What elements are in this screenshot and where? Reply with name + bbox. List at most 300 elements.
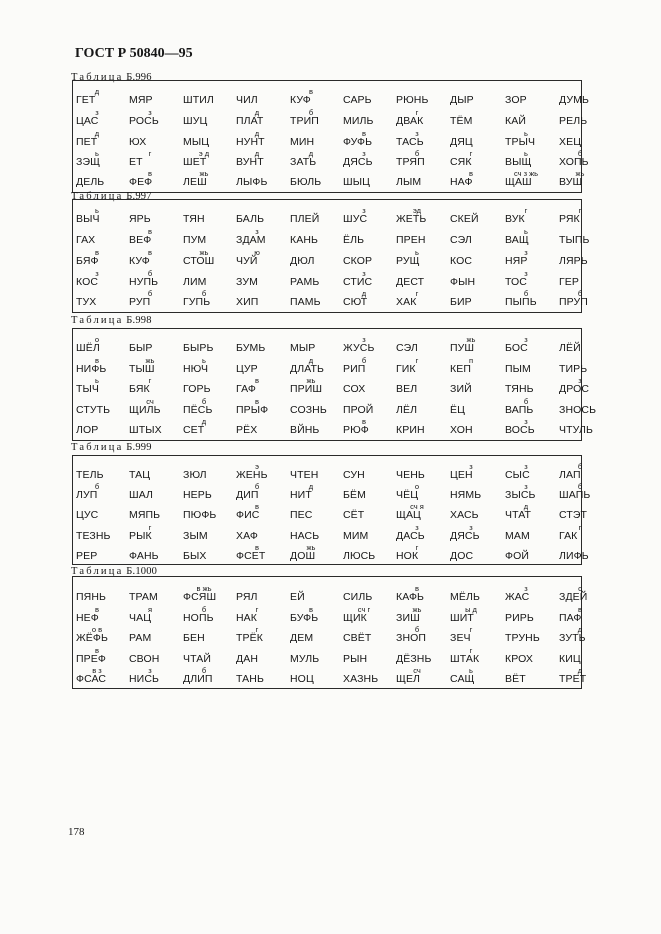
table-cell: [559, 169, 611, 189]
table-caption-number: Б.999: [123, 442, 152, 453]
syllable-word: СЭЛ: [396, 342, 418, 354]
syllable-word: РОСЬ: [129, 115, 159, 127]
syllable-word: МЫЦ: [183, 136, 210, 148]
table-caption-number: Б.997: [123, 191, 152, 202]
syllable-word: ЗЭЩ: [76, 156, 101, 168]
table-cell: [76, 417, 128, 437]
syllable-word: ЗОР: [505, 94, 527, 106]
table-cell: [559, 523, 611, 543]
superscript-mark: ь: [524, 129, 528, 138]
table-caption-number: Б.998: [123, 315, 152, 326]
superscript-mark: жь: [466, 335, 476, 344]
syllable-word: ЗИШ: [396, 612, 420, 624]
syllable-word: РИРЬ: [505, 612, 534, 624]
table-cell: [76, 376, 128, 396]
syllable-word: ТЫПЬ: [559, 234, 590, 246]
table-caption: [71, 442, 152, 454]
syllable-word: СЫС: [505, 469, 530, 481]
table-cell: [290, 149, 342, 169]
superscript-mark: б: [523, 289, 529, 298]
table-cell: [343, 227, 395, 247]
table-cell: [343, 605, 395, 625]
table-cell: [559, 584, 611, 604]
table-cell: [559, 206, 611, 226]
table-cell: [76, 666, 128, 686]
syllable-word: РЯЛ: [236, 591, 258, 603]
table-cell: [236, 462, 288, 482]
superscript-mark: з: [524, 248, 528, 257]
table-cell: [290, 523, 342, 543]
table-cell: [183, 462, 235, 482]
syllable-word: ЁЦ: [450, 404, 465, 416]
syllable-word: ЕЙ: [290, 591, 305, 603]
superscript-mark: жь: [412, 605, 422, 614]
syllable-word: ЗНОСЬ: [559, 404, 597, 416]
syllable-word: ТИРЬ: [559, 363, 588, 375]
superscript-mark: б: [577, 149, 583, 158]
table-cell: [505, 149, 557, 169]
syllable-word: ШЁЛ: [76, 342, 100, 354]
syllable-word: ШИТ: [450, 612, 474, 624]
table-cell: [76, 108, 128, 128]
syllable-word: ЦУС: [76, 509, 99, 521]
table-cell: [559, 227, 611, 247]
syllable-word: ПРЫФ: [236, 404, 269, 416]
table-row: [73, 169, 585, 189]
table-cell: [559, 666, 611, 686]
table-cell: [183, 227, 235, 247]
table-cell: [290, 87, 342, 107]
table-cell: [343, 87, 395, 107]
syllable-word: ШАЛ: [129, 489, 154, 501]
table-cell: [76, 269, 128, 289]
table-cell: [505, 605, 557, 625]
syllable-word: ДЯЦ: [450, 136, 473, 148]
syllable-table: [72, 328, 597, 441]
table-cell: [129, 169, 181, 189]
table-cell: [290, 129, 342, 149]
superscript-mark: с: [578, 584, 582, 593]
table-row: [73, 356, 588, 376]
syllable-word: ЧЕНЬ: [396, 469, 425, 481]
superscript-mark: в: [255, 397, 259, 406]
table-cell: [505, 376, 557, 396]
table-cell: [290, 376, 342, 396]
superscript-mark: г: [415, 356, 419, 365]
table-cell: [290, 462, 342, 482]
superscript-mark: г: [255, 605, 259, 614]
table-cell: [290, 605, 342, 625]
table-caption-number: Б.996: [123, 72, 152, 83]
syllable-word: ЁЛЬ: [343, 234, 365, 246]
syllable-word: ДИП: [236, 489, 259, 501]
syllable-word: КАНЬ: [290, 234, 318, 246]
syllable-word: ДОС: [450, 550, 474, 562]
syllable-word: ПЯНЬ: [76, 591, 107, 603]
syllable-word: ТРЫЧ: [505, 136, 536, 148]
syllable-word: ШЕТ: [183, 156, 207, 168]
syllable-word: ПУШ: [450, 342, 475, 354]
syllable-table: [72, 455, 591, 565]
syllable-word: НЯМЬ: [450, 489, 482, 501]
syllable-word: ТЯН: [183, 213, 205, 225]
table-cell: [290, 289, 342, 309]
syllable-word: КОС: [450, 255, 473, 267]
superscript-mark: д: [308, 482, 314, 491]
syllable-table: [72, 199, 590, 313]
syllable-word: РЁХ: [236, 424, 258, 436]
superscript-mark: з: [578, 376, 582, 385]
superscript-mark: б: [147, 289, 153, 298]
superscript-mark: з: [524, 269, 528, 278]
superscript-mark: б: [577, 289, 583, 298]
superscript-mark: о в: [91, 625, 103, 634]
syllable-word: КУФ: [129, 255, 150, 267]
syllable-word: ЛЁЛ: [396, 404, 418, 416]
table-cell: [450, 666, 502, 686]
table-cell: [450, 108, 502, 128]
syllable-word: ВАЩ: [505, 234, 529, 246]
table-cell: [505, 129, 557, 149]
syllable-word: ТРАМ: [129, 591, 158, 603]
syllable-word: ШТЫХ: [129, 424, 162, 436]
table-cell: [76, 248, 128, 268]
syllable-word: ШТИЛ: [183, 94, 214, 106]
table-cell: [396, 335, 448, 355]
superscript-mark: д: [361, 289, 367, 298]
table-cell: [396, 227, 448, 247]
table-cell: [290, 543, 342, 563]
superscript-mark: з: [524, 417, 528, 426]
table-cell: [505, 523, 557, 543]
syllable-word: НОПЬ: [183, 612, 214, 624]
superscript-mark: б: [577, 482, 583, 491]
table-cell: [183, 356, 235, 376]
table-row: [73, 87, 589, 107]
syllable-word: ЗЫСЬ: [505, 489, 536, 501]
table-cell: [450, 269, 502, 289]
syllable-word: НОЦ: [290, 673, 314, 685]
table-cell: [559, 269, 611, 289]
syllable-word: РАМ: [129, 632, 152, 644]
table-cell: [396, 356, 448, 376]
superscript-mark: п: [468, 356, 474, 365]
table-row: [73, 108, 588, 128]
syllable-word: ГЕТ: [76, 94, 96, 106]
table-cell: [450, 502, 502, 522]
syllable-word: ФУФЬ: [343, 136, 373, 148]
table-cell: [343, 376, 395, 396]
syllable-word: ФСАС: [76, 673, 107, 685]
superscript-mark: з: [362, 149, 366, 158]
syllable-word: ФСЕТ: [236, 550, 266, 562]
syllable-word: СКЕЙ: [450, 213, 479, 225]
table-cell: [183, 248, 235, 268]
syllable-word: ВУК: [505, 213, 525, 225]
syllable-word: ЖЕТЬ: [396, 213, 427, 225]
syllable-word: ЧЁЦ: [396, 489, 419, 501]
superscript-mark: в: [95, 248, 99, 257]
syllable-word: ТЁМ: [450, 115, 473, 127]
superscript-mark: э д: [198, 149, 210, 158]
superscript-mark: г: [578, 206, 582, 215]
syllable-word: ЛЯРЬ: [559, 255, 588, 267]
superscript-mark: ь: [415, 248, 419, 257]
table-cell: [396, 584, 448, 604]
table-cell: [290, 108, 342, 128]
table-cell: [505, 543, 557, 563]
table-cell: [290, 227, 342, 247]
superscript-mark: сч: [146, 397, 154, 406]
superscript-mark: з: [524, 584, 528, 593]
syllable-word: ТРУНЬ: [505, 632, 540, 644]
table-cell: [290, 584, 342, 604]
table-cell: [559, 543, 611, 563]
syllable-word: ФЕФ: [129, 176, 153, 188]
superscript-mark: з: [95, 108, 99, 117]
syllable-word: СТУТЬ: [76, 404, 111, 416]
syllable-word: ПРЕН: [396, 234, 426, 246]
table-cell: [559, 356, 611, 376]
syllable-word: РАМЬ: [290, 276, 320, 288]
table-cell: [559, 108, 611, 128]
syllable-word: ДЕМ: [290, 632, 314, 644]
table-cell: [236, 87, 288, 107]
table-cell: [396, 206, 448, 226]
table-cell: [183, 108, 235, 128]
table-cell: [290, 397, 342, 417]
table-cell: [505, 206, 557, 226]
syllable-word: ФИС: [236, 509, 260, 521]
superscript-mark: д: [254, 129, 260, 138]
table-cell: [505, 417, 557, 437]
table-row: [73, 523, 581, 543]
table-cell: [343, 206, 395, 226]
table-cell: [396, 129, 448, 149]
superscript-mark: б: [147, 269, 153, 278]
syllable-word: ЗУТЬ: [559, 632, 586, 644]
table-row: [73, 129, 581, 149]
table-cell: [396, 482, 448, 502]
syllable-word: СУН: [343, 469, 365, 481]
superscript-mark: в жь: [196, 584, 212, 593]
syllable-word: ЗНОП: [396, 632, 427, 644]
table-caption-lead: Таблица: [71, 72, 124, 83]
syllable-word: СЯК: [450, 156, 472, 168]
syllable-word: ТЫШ: [129, 363, 155, 375]
superscript-mark: г: [148, 376, 152, 385]
syllable-word: ДЯСЬ: [343, 156, 373, 168]
superscript-mark: в: [255, 543, 259, 552]
syllable-word: ДОШ: [290, 550, 316, 562]
table-cell: [76, 206, 128, 226]
table-row: [73, 269, 581, 289]
table-cell: [396, 502, 448, 522]
superscript-mark: б: [523, 397, 529, 406]
table-cell: [450, 625, 502, 645]
table-cell: [505, 397, 557, 417]
syllable-word: ЛЁЙ: [559, 342, 581, 354]
table-cell: [396, 646, 448, 666]
syllable-word: РЕЛЬ: [559, 115, 588, 127]
table-cell: [505, 462, 557, 482]
syllable-word: КИЦ: [559, 653, 581, 665]
superscript-mark: б: [201, 666, 207, 675]
syllable-word: ГЕР: [559, 276, 579, 288]
table-cell: [450, 376, 502, 396]
superscript-mark: г: [415, 289, 419, 298]
table-cell: [183, 646, 235, 666]
table-cell: [290, 248, 342, 268]
syllable-word: ЛЮСЬ: [343, 550, 376, 562]
syllable-word: ФСЯШ: [183, 591, 217, 603]
table-cell: [76, 482, 128, 502]
syllable-word: НИТ: [290, 489, 312, 501]
syllable-word: ХАФ: [236, 530, 258, 542]
syllable-word: ДВАК: [396, 115, 424, 127]
superscript-mark: г: [415, 108, 419, 117]
superscript-mark: эд: [412, 206, 422, 215]
table-cell: [343, 169, 395, 189]
table-cell: [236, 397, 288, 417]
syllable-word: НУПЬ: [129, 276, 159, 288]
table-cell: [396, 605, 448, 625]
table-row: [73, 149, 589, 169]
syllable-word: ЧАЦ: [129, 612, 152, 624]
table-cell: [559, 87, 611, 107]
syllable-word: ДЛИП: [183, 673, 213, 685]
table-cell: [129, 543, 181, 563]
syllable-word: ВЫЧ: [76, 213, 100, 225]
syllable-word: НАФ: [450, 176, 473, 188]
syllable-word: ПЮФЬ: [183, 509, 217, 521]
table-cell: [183, 502, 235, 522]
superscript-mark: ь: [469, 666, 473, 675]
syllable-word: ТУХ: [76, 296, 97, 308]
table-cell: [76, 356, 128, 376]
syllable-word: НЯР: [505, 255, 528, 267]
table-cell: [183, 666, 235, 686]
table-cell: [129, 108, 181, 128]
superscript-mark: г: [415, 543, 419, 552]
table-cell: [129, 269, 181, 289]
syllable-word: ХИП: [236, 296, 259, 308]
superscript-mark: в: [148, 248, 152, 257]
superscript-mark: д: [577, 666, 583, 675]
table-cell: [236, 356, 288, 376]
syllable-word: ЩАЦ: [396, 509, 421, 521]
table-cell: [183, 289, 235, 309]
superscript-mark: г: [469, 646, 473, 655]
superscript-mark: з: [524, 462, 528, 471]
table-cell: [290, 666, 342, 686]
table-cell: [505, 356, 557, 376]
syllable-word: МИЛЬ: [343, 115, 374, 127]
superscript-mark: з: [362, 335, 366, 344]
table-cell: [559, 397, 611, 417]
table-caption-number: Б.1000: [123, 566, 158, 577]
syllable-word: ДЛАТЬ: [290, 363, 324, 375]
syllable-word: ДЯСЬ: [450, 530, 480, 542]
table-cell: [505, 666, 557, 686]
syllable-word: ШУС: [343, 213, 368, 225]
table-cell: [343, 129, 395, 149]
table-row: [73, 502, 588, 522]
table-cell: [559, 417, 611, 437]
table-cell: [343, 417, 395, 437]
syllable-word: БЮЛЬ: [290, 176, 322, 188]
syllable-word: НОК: [396, 550, 419, 562]
table-cell: [236, 523, 288, 543]
table-cell: [343, 523, 395, 543]
syllable-word: БОС: [505, 342, 528, 354]
syllable-word: БЯК: [129, 383, 150, 395]
syllable-word: ХАСЬ: [450, 509, 479, 521]
syllable-word: ЛАП: [559, 469, 581, 481]
table-row: [73, 248, 588, 268]
table-cell: [183, 417, 235, 437]
table-cell: [76, 605, 128, 625]
table-cell: [505, 502, 557, 522]
table-cell: [343, 482, 395, 502]
syllable-word: ШАПЬ: [559, 489, 591, 501]
syllable-word: КРИН: [396, 424, 425, 436]
syllable-word: МЯПЬ: [129, 509, 161, 521]
table-cell: [236, 289, 288, 309]
table-cell: [450, 206, 502, 226]
syllable-word: ТЯНЬ: [505, 383, 534, 395]
table-cell: [183, 169, 235, 189]
table-cell: [343, 269, 395, 289]
syllable-word: РЫН: [343, 653, 368, 665]
syllable-word: РУП: [129, 296, 151, 308]
table-cell: [505, 227, 557, 247]
syllable-word: ПУМ: [183, 234, 207, 246]
syllable-word: ПЛЕЙ: [290, 213, 320, 225]
superscript-mark: д: [577, 625, 583, 634]
syllable-word: ВЕФ: [129, 234, 152, 246]
superscript-mark: в: [309, 87, 313, 96]
syllable-word: ТЫЧ: [76, 383, 100, 395]
syllable-word: ЩИК: [343, 612, 367, 624]
table-cell: [236, 376, 288, 396]
syllable-word: ТАНЬ: [236, 673, 264, 685]
superscript-mark: д: [523, 502, 529, 511]
syllable-word: СВОН: [129, 653, 160, 665]
syllable-word: ПРЕФ: [76, 653, 106, 665]
syllable-word: СЭЛ: [450, 234, 472, 246]
table-cell: [183, 129, 235, 149]
superscript-mark: д: [94, 87, 100, 96]
table-cell: [129, 666, 181, 686]
syllable-word: СТИС: [343, 276, 373, 288]
table-cell: [450, 227, 502, 247]
syllable-table: [72, 576, 588, 689]
syllable-word: БЁМ: [343, 489, 366, 501]
table-cell: [76, 543, 128, 563]
superscript-mark: сч г: [357, 605, 371, 614]
table-row: [73, 397, 597, 417]
syllable-word: ПЫМ: [505, 363, 531, 375]
syllable-word: ЛИФЬ: [559, 550, 589, 562]
syllable-word: ЖУСЬ: [343, 342, 375, 354]
table-cell: [559, 462, 611, 482]
syllable-word: КЕП: [450, 363, 471, 375]
table-cell: [343, 666, 395, 686]
table-cell: [76, 169, 128, 189]
table-cell: [129, 397, 181, 417]
table-row: [73, 227, 590, 247]
